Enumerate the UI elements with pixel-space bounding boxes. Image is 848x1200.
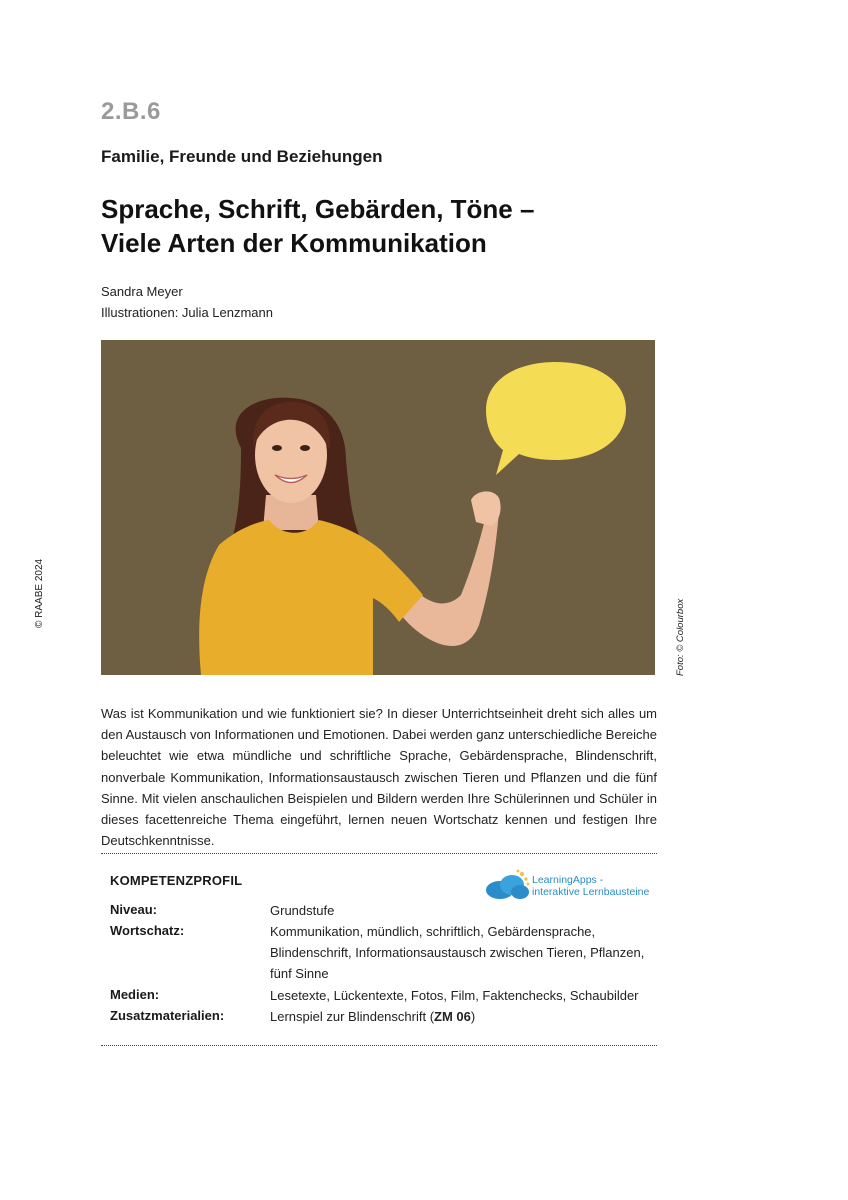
page-title xyxy=(101,192,534,260)
competence-profile-heading: KOMPETENZPROFIL xyxy=(110,873,243,888)
cloud-icon xyxy=(484,868,530,902)
row-label-zusatzmaterialien: Zusatzmaterialien: xyxy=(110,1008,225,1023)
logo-line-2: interaktive Lernbausteine xyxy=(532,886,650,898)
row-label-medien: Medien: xyxy=(110,987,160,1002)
zm-end: ) xyxy=(470,1009,476,1024)
row-label-wortschatz: Wortschatz: xyxy=(110,923,185,938)
row-value-wortschatz: Kommunikation, mündlich, schriftlich, Gebärdensprache, Blindenschrift, Informationsaustausch zwischen Tieren, Pflanzen, fünf Sinne xyxy=(270,924,645,982)
section-code: 2.B.6 xyxy=(101,98,161,125)
category-heading: Familie, Freunde und Beziehungen xyxy=(101,147,383,166)
intro-paragraph: Was ist Kommunikation und wie funktioniert sie? In dieser Unterrichtseinheit dreht sich alles um den Austausch von Informationen und Emotionen. Dabei werden ganz unterschiedliche Bereiche beleuchtet wie etwa mündliche und schriftliche Sprache, Gebärdensprache, Blindenschrift, nonverbale Kommunikation, Informationsaustausch zwischen Tieren und Pflanzen und die fünf Sinne. Mit vielen anschaulichen Beispielen und Bildern werden Ihre Schülerinnen und Schüler in dieses facettenreiche Thema eingeführt, lernen neuen Wortschatz kennen und festigen Ihre Deutschkenntnisse. xyxy=(101,706,657,849)
row-label-niveau: Niveau: xyxy=(110,902,157,917)
divider-top xyxy=(101,853,657,854)
copyright-note: © RAABE 2024 xyxy=(34,558,45,628)
logo-line-1: LearningApps - xyxy=(532,874,604,886)
photo-credit: Foto: © Colourbox xyxy=(675,598,686,676)
title-line-1: Sprache, Schrift, Gebärden, Töne – xyxy=(101,194,535,224)
row-value-zusatzmaterialien xyxy=(270,1006,650,1027)
zm-code: ZM 06 xyxy=(434,1009,471,1024)
illustrator-credit: Illustrationen: Julia Lenzmann xyxy=(101,305,273,320)
author-block xyxy=(101,281,273,323)
row-value-niveau: Grundstufe xyxy=(270,903,335,918)
zm-text: Lernspiel zur Blindenschrift ( xyxy=(270,1009,435,1024)
title-line-2: Viele Arten der Kommunikation xyxy=(101,228,487,258)
row-value-medien: Lesetexte, Lückentexte, Fotos, Film, Faktenchecks, Schaubilder xyxy=(270,988,639,1003)
divider-bottom xyxy=(101,1045,657,1046)
author-name: Sandra Meyer xyxy=(101,284,183,299)
woman-with-speech-bubble-illustration xyxy=(101,340,655,675)
cover-photo xyxy=(101,340,655,675)
learningapps-logo-text xyxy=(532,874,649,898)
